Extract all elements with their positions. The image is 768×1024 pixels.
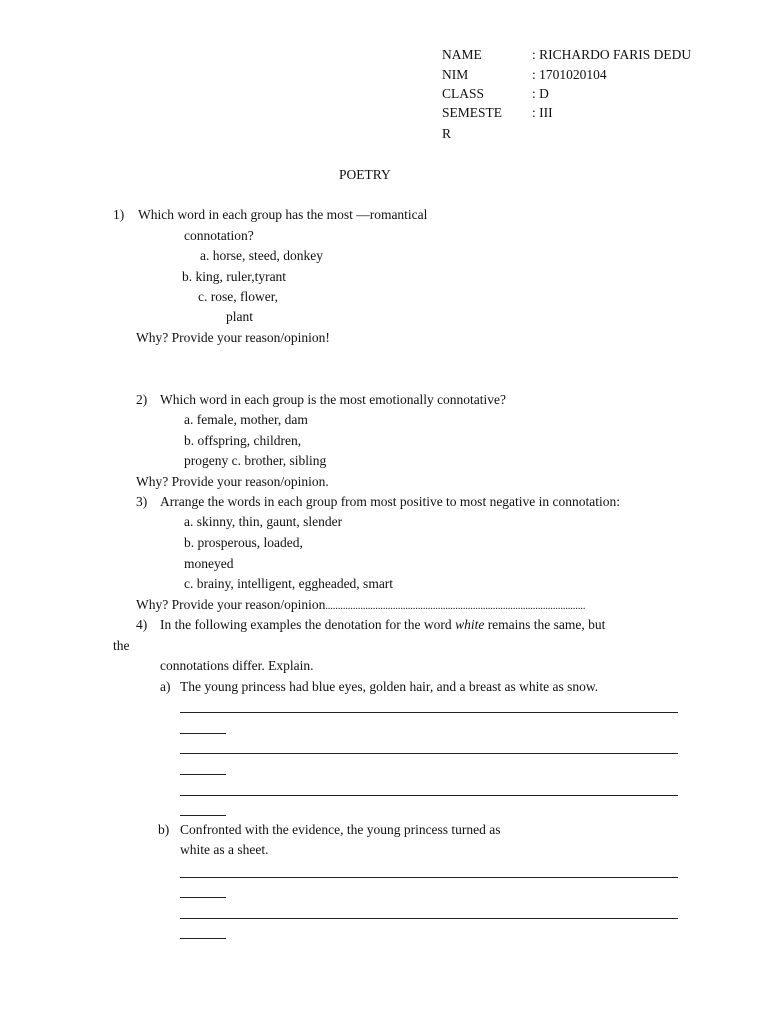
q1-prompt-cont: connotation? <box>184 228 254 243</box>
q3-prompt: Arrange the words in each group from most positive to most negative in connotation: <box>160 494 621 509</box>
q2-option-a: a. female, mother, dam <box>184 412 308 427</box>
nim-label: NIM <box>442 67 469 82</box>
q4a-answer-line-2-cont[interactable] <box>180 774 226 775</box>
q2-option-b-cont: progeny c. brother, sibling <box>184 453 327 468</box>
q4a-answer-line-3-cont[interactable] <box>180 815 226 816</box>
q4b-number: b) <box>158 822 170 837</box>
q2-option-b: b. offspring, children, <box>184 433 302 448</box>
class-label: CLASS <box>442 86 485 101</box>
q4a-text: The young princess had blue eyes, golden hair, and a breast as white as snow. <box>180 679 599 694</box>
q4-prompt-emphasis: white <box>455 617 485 632</box>
q3-number: 3) <box>136 494 148 509</box>
name-value: : RICHARDO FARIS DEDU <box>532 47 692 62</box>
q4-prompt-pre: In the following examples the denotation for the word <box>160 617 456 632</box>
q1-option-a: a. horse, steed, donkey <box>200 248 323 263</box>
q4a-answer-line-1-cont[interactable] <box>180 733 226 734</box>
semester-label: SEMESTE <box>442 105 503 120</box>
q4b-text-cont: white as a sheet. <box>180 842 269 857</box>
q4b-text: Confronted with the evidence, the young princess turned as <box>180 822 501 837</box>
q4a-answer-line-2[interactable] <box>180 753 678 754</box>
q3-why <box>136 598 585 612</box>
q4-prompt-cont: connotations differ. Explain. <box>160 658 314 673</box>
q3-answer-dots[interactable]: ........................................................................................................ <box>325 601 586 612</box>
q4b-answer-line-1[interactable] <box>180 877 678 878</box>
q2-prompt: Which word in each group is the most emotionally connotative? <box>160 392 507 407</box>
name-label: NAME <box>442 47 482 62</box>
nim-value: : 1701020104 <box>532 67 607 82</box>
q2-number: 2) <box>136 392 148 407</box>
q4-number: 4) <box>136 617 148 632</box>
q1-number: 1) <box>113 207 125 222</box>
q3-option-b: b. prosperous, loaded, <box>184 535 303 550</box>
q1-why: Why? Provide your reason/opinion! <box>136 330 330 345</box>
q1-option-c-cont: plant <box>226 309 253 324</box>
q1-option-b: b. king, ruler,tyrant <box>182 269 287 284</box>
q4-prompt <box>160 618 605 632</box>
q1-prompt: Which word in each group has the most —romantical <box>138 207 428 222</box>
q3-option-c: c. brainy, intelligent, eggheaded, smart <box>184 576 394 591</box>
q4a-answer-line-1[interactable] <box>180 712 678 713</box>
q4a-number: a) <box>160 679 171 694</box>
q3-option-a: a. skinny, thin, gaunt, slender <box>184 514 343 529</box>
q3-option-b-cont: moneyed <box>184 556 234 571</box>
class-value: : D <box>532 86 549 101</box>
q4a-answer-line-3[interactable] <box>180 795 678 796</box>
q4b-answer-line-1-cont[interactable] <box>180 897 226 898</box>
semester-value: : III <box>532 105 553 120</box>
q4b-answer-line-2[interactable] <box>180 918 678 919</box>
semester-label-wrap: R <box>442 126 452 141</box>
q3-why-text: Why? Provide your reason/opinion <box>136 597 326 612</box>
q4-prompt-post: remains the same, but <box>484 617 606 632</box>
q4b-answer-line-2-cont[interactable] <box>180 938 226 939</box>
q1-option-c: c. rose, flower, <box>198 289 279 304</box>
page-title: POETRY <box>339 167 391 182</box>
q2-why: Why? Provide your reason/opinion. <box>136 474 329 489</box>
q4-prompt-wrap: the <box>113 638 130 653</box>
